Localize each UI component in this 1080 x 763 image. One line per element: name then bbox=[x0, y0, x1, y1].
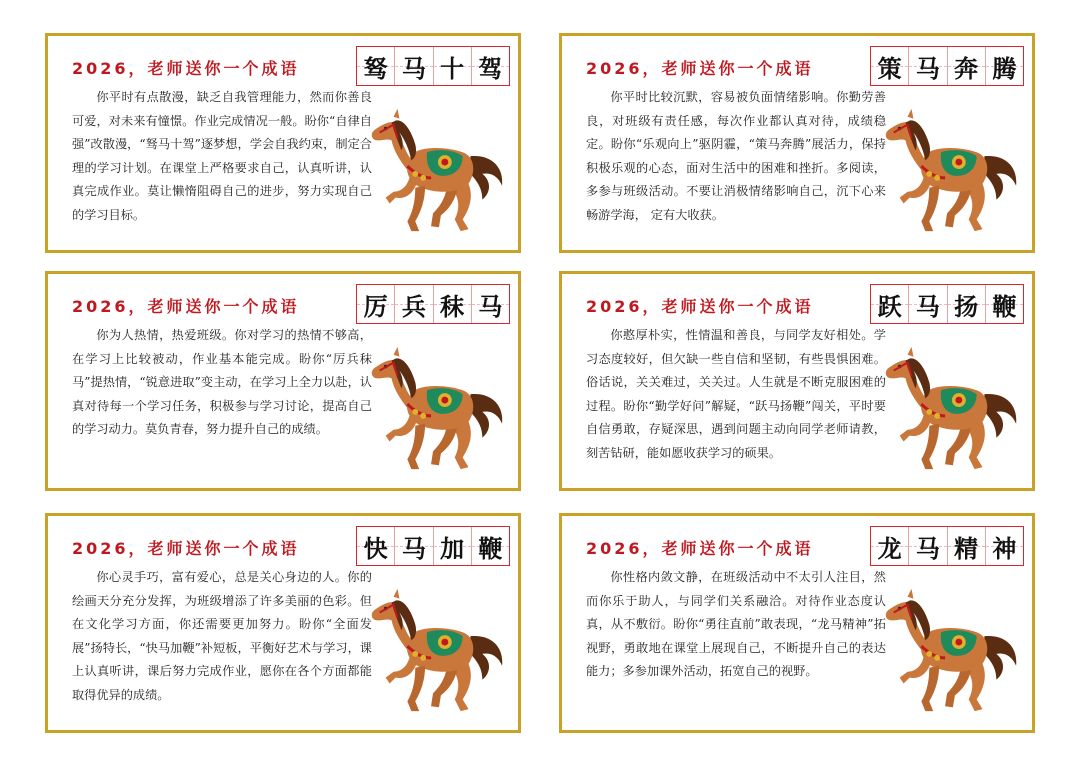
comment-text: 你平时比较沉默，容易被负面情绪影响。你勤劳善良，对班级有责任感，每次作业都认真对待，成绩稳定。盼你“乐观向上”驱阴霾，“策马奔腾”展活力，保持积极乐观的心态，面对生活中的困难和挫折。多阅读，多参与班级活动。不要让消极情绪影响自己，沉下心来畅游学海， 定有大收获。 bbox=[586, 90, 886, 222]
idiom-char: 精 bbox=[948, 527, 986, 565]
idiom-grid bbox=[356, 46, 510, 86]
idiom-card-5 bbox=[45, 513, 521, 733]
card-heading: 2026，老师送你一个成语 bbox=[586, 297, 814, 316]
idiom-grid bbox=[870, 526, 1024, 566]
horse-illustration bbox=[874, 94, 1022, 244]
card-heading: 2026，老师送你一个成语 bbox=[586, 539, 814, 558]
idiom-char: 马 bbox=[395, 47, 433, 85]
idiom-char: 马 bbox=[909, 47, 947, 85]
horse-illustration bbox=[360, 94, 508, 244]
horse-illustration bbox=[360, 332, 508, 482]
idiom-card-1 bbox=[45, 33, 521, 253]
horse-illustration bbox=[874, 574, 1022, 724]
horse-illustration bbox=[360, 574, 508, 724]
idiom-grid bbox=[356, 526, 510, 566]
card-heading: 2026，老师送你一个成语 bbox=[72, 539, 300, 558]
comment-text: 你性格内敛文静，在班级活动中不太引人注目，然而你乐于助人，与同学们关系融洽。对待作业态度认真，从不敷衍。盼你“勇往直前”敢表现，“龙马精神”拓视野，勇敢地在课堂上展现自己，不断提升自己的表达能力；多参加课外活动，拓宽自己的视野。 bbox=[586, 570, 886, 678]
idiom-char: 马 bbox=[909, 527, 947, 565]
horse-illustration bbox=[874, 332, 1022, 482]
idiom-char: 扬 bbox=[948, 285, 986, 323]
idiom-char: 奔 bbox=[948, 47, 986, 85]
idiom-char: 腾 bbox=[986, 47, 1023, 85]
comment-text: 你憨厚朴实，性情温和善良，与同学友好相处。学习态度较好，但欠缺一些自信和坚韧，有些畏惧困难。俗话说，关关难过，关关过。人生就是不断克服困难的过程。盼你“勤学好问”解疑，“跃马扬鞭”闯关，平时要自信勇敢，存疑深思，遇到问题主动向同学老师请教，刻苦钻研，能如愿收获学习的硕果。 bbox=[586, 328, 886, 460]
idiom-card-6 bbox=[559, 513, 1035, 733]
idiom-char: 鞭 bbox=[472, 527, 509, 565]
idiom-char: 神 bbox=[986, 527, 1023, 565]
idiom-char: 驾 bbox=[472, 47, 509, 85]
card-heading: 2026，老师送你一个成语 bbox=[72, 297, 300, 316]
idiom-card-3 bbox=[45, 271, 521, 491]
idiom-char: 跃 bbox=[871, 285, 909, 323]
idiom-char: 加 bbox=[434, 527, 472, 565]
idiom-char: 快 bbox=[357, 527, 395, 565]
idiom-grid bbox=[356, 284, 510, 324]
idiom-card-2 bbox=[559, 33, 1035, 253]
idiom-char: 鞭 bbox=[986, 285, 1023, 323]
idiom-char: 十 bbox=[434, 47, 472, 85]
card-heading: 2026，老师送你一个成语 bbox=[586, 59, 814, 78]
comment-text: 你心灵手巧，富有爱心，总是关心身边的人。你的绘画天分充分发挥，为班级增添了许多美丽的色彩。但在文化学习方面，你还需要更加努力。盼你“全面发展”扬特长，“快马加鞭”补短板，平衡好艺术与学习，课上认真听讲，课后努力完成作业，愿你在各个方面都能取得优异的成绩。 bbox=[72, 570, 372, 702]
idiom-char: 兵 bbox=[395, 285, 433, 323]
idiom-grid bbox=[870, 284, 1024, 324]
idiom-card-4 bbox=[559, 271, 1035, 491]
idiom-grid bbox=[870, 46, 1024, 86]
comment-text: 你为人热情，热爱班级。你对学习的热情不够高，在学习上比较被动，作业基本能完成。盼你“厉兵秣马”提热情，“锐意进取”变主动，在学习上全力以赴，认真对待每一个学习任务，积极参与学习讨论，提高自己的学习动力。莫负青春，努力提升自己的成绩。 bbox=[72, 328, 372, 436]
idiom-char: 厉 bbox=[357, 285, 395, 323]
idiom-char: 秣 bbox=[434, 285, 472, 323]
comment-text: 你平时有点散漫，缺乏自我管理能力，然而你善良可爱，对未来有憧憬。作业完成情况一般。盼你“自律自强”改散漫，“驽马十驾”逐梦想，学会自我约束，制定合理的学习计划。在课堂上严格要求自己，认真听讲，认真完成作业。莫让懒惰阻碍自己的进步，努力实现自己的学习目标。 bbox=[72, 90, 372, 222]
idiom-char: 马 bbox=[909, 285, 947, 323]
idiom-char: 驽 bbox=[357, 47, 395, 85]
card-heading: 2026，老师送你一个成语 bbox=[72, 59, 300, 78]
idiom-char: 马 bbox=[395, 527, 433, 565]
idiom-char: 策 bbox=[871, 47, 909, 85]
idiom-char: 龙 bbox=[871, 527, 909, 565]
idiom-char: 马 bbox=[472, 285, 509, 323]
